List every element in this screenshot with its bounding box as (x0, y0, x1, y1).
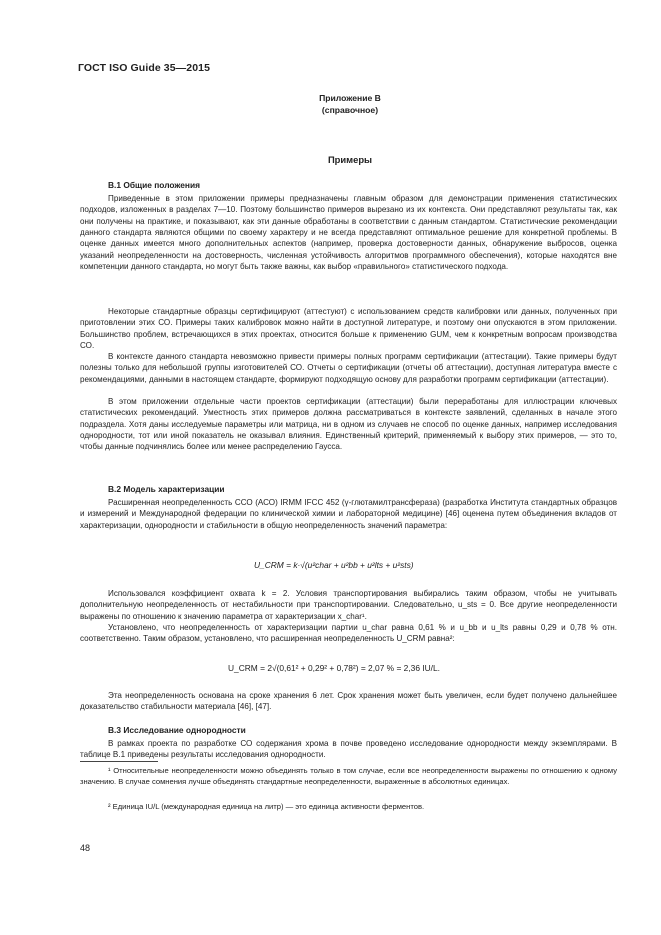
footnote-rule (80, 761, 158, 762)
paragraph-b1-2: Некоторые стандартные образцы сертифицируют (аттестуют) с использованием средств калибровки или данных, полученных при приготовлении этих СО. Примеры таких калибровок можно найти в доступной литературе, и поэтому они опускаются в этом приложении. Большинство проблем, встречающихся в этих проектах, относится больше к применению GUM, чем к конкретным вопросам производства СО. (80, 307, 617, 351)
paragraph-b2-3: Установлено, что неопределенность от характеризации партии u_char равна 0,61 % и u_bb и u_lts равны 0,29 и 0,78 % отн. соответственно. Таким образом, установлено, что расширенная неопределенность U_CRM равна²: (80, 623, 617, 644)
paragraph-b2-1: Расширенная неопределенность ССО (АСО) IRMM IFCC 452 (γ-глютамилтрансфераза) (разработка Института стандартных образцов и измерений и Международной федерации по клинической химии и лабораторной медицине) [46] оценена путем объединения вкладов от характеризации, однородности и стабильности в общую неопределенность значений параметра: (80, 498, 617, 530)
paragraph-b1-1: Приведенные в этом приложении примеры предназначены главным образом для демонстрации применения статистических подходов, изложенных в разделах 7—10. Поэтому большинство примеров вырезано из их контекста. Они представляют результаты так, как они получены на практике, и показывают, как эти данные обработаны в соответствии с данным стандартом. Статистические рекомендации данного стандарта являются общими по своему характеру и не всегда представляют оптимальное решение для конкретной проблемы. В оценке данных имеется много дополнительных аспектов (например, проверка достоверности данных, обнаружение выбросов, оценка указаний неопределенности на достоверность, численная устойчивость алгоритмов программного обеспечения), которые находятся вне компетенции данного стандарта, но могут быть также важны, как выбор «правильного» статистического подхода. (80, 194, 617, 272)
formula-ucrm-value: U_CRM = 2√(0,61² + 0,29² + 0,78²) = 2,07 % = 2,36 IU/L. (228, 663, 440, 673)
footnote-2: ² Единица IU/L (международная единица на литр) — это единица активности ферментов. (108, 802, 425, 811)
page-number: 48 (80, 843, 91, 853)
paragraph-b3-1: В рамках проекта по разработке СО содержания хрома в почве проведено исследование однородности между экземплярами. В таблице В.1 приведены результаты исследования однородности. (80, 739, 617, 760)
footnote-1: ¹ Относительные неопределенности можно объединять только в том случае, если все неопределенности выражены по отношению к одному значению. В случае сомнения лучше объединять стандартные неопределенности, выраженные в абсолютных единицах. (80, 766, 617, 786)
appendix-subtitle: (справочное) (321, 105, 379, 115)
section-heading-b3: В.3 Исследование однородности (108, 725, 246, 735)
paragraph-b2-4: Эта неопределенность основана на сроке хранения 6 лет. Срок хранения может быть увеличен, если будет получено дальнейшее доказательство стабильности материала [46], [47]. (80, 691, 617, 712)
paragraph-b2-2: Использовался коэффициент охвата k = 2. Условия транспортирования выбирались таким образом, чтобы не учитывать дополнительную неопределенность от нестабильности при транспортировании. Следовательно, u_sts = 0. Все другие неопределенности выражены по отношению к значению параметра от характеризации x_char¹. (80, 589, 617, 621)
main-title: Примеры (327, 154, 373, 165)
paragraph-b1-3: В контексте данного стандарта невозможно привести примеры полных программ сертификации (аттестации). Такие примеры будут полезны только для небольшой группы изготовителей СО. Отчеты о сертификации (отчеты об аттестации), доступная литература вместе с рекомендациями, данными в настоящем стандарте, формируют подходящую основу для разработки программ сертификации (аттестации). (80, 352, 617, 384)
appendix-title: Приложение В (319, 93, 381, 103)
formula-ucrm-general: U_CRM = k·√(u²char + u²bb + u²lts + u²sts) (254, 560, 414, 570)
section-heading-b2: В.2 Модель характеризации (108, 484, 225, 494)
standard-header: ГОСТ ISO Guide 35—2015 (78, 62, 211, 74)
paragraph-b1-4: В этом приложении отдельные части проектов сертификации (аттестации) были переработаны для иллюстрации ключевых статистических рекомендаций. Уместность этих примеров должна рассматриваться в контексте заявлений, сделанных в начале этого подраздела. Хотя даны исследуемые параметры или матрица, ни в одном из случаев не способ по оценке данных, например исследования однородности, тот или иной показатель не оказывал влияния. Единственный критерий, применяемый к выбору этих примеров, — это то, чтобы данные подчинялись более или менее распределению Гаусса. (80, 397, 617, 452)
section-heading-b1: В.1 Общие положения (108, 180, 201, 190)
